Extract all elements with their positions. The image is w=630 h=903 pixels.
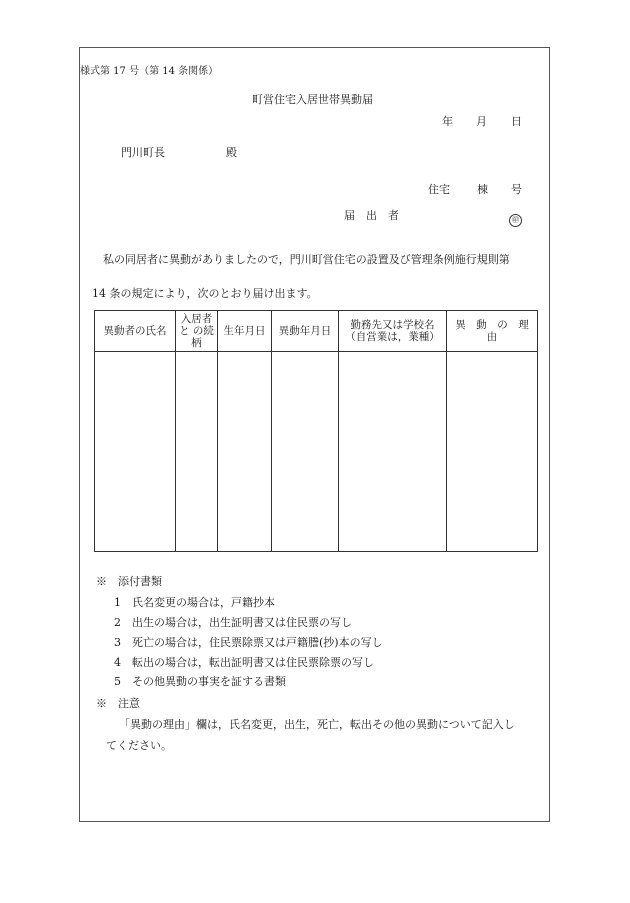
attachment-item: 5 その他異動の事実を証する書類 (114, 675, 286, 688)
address-number-label: 号 (511, 183, 522, 196)
intro-line: 私の同居者に異動がありましたので，門川町営住宅の設置及び管理条例施行規則第 (92, 253, 510, 266)
attachment-item: 2 出生の場合は，出生証明書又は住民票の写し (114, 616, 352, 629)
form-title: 町営住宅入居世帯異動届 (252, 93, 373, 106)
seal-mark (509, 207, 522, 227)
seal-glyph: ㊞ (509, 214, 522, 227)
cell-workplace[interactable] (339, 352, 447, 552)
cell-reason[interactable] (447, 352, 538, 552)
address-label: 住宅 (428, 183, 450, 196)
change-table (94, 310, 538, 552)
notes-line: 「異動の理由」欄は，氏名変更，出生，死亡，転出その他の異動について記入し (119, 718, 515, 731)
date-year-label: 年 (442, 115, 453, 128)
cell-relationship[interactable] (176, 352, 218, 552)
notifier-label: 届 出 者 (344, 209, 399, 222)
date-month-label: 月 (476, 115, 487, 128)
addressee-name: 門川町長 (121, 146, 165, 159)
attachment-item: 3 死亡の場合は，住民票除票又は戸籍謄(抄)本の写し (114, 636, 383, 649)
header-workplace: 勤務先又は学校名（自営業は，業種） (339, 311, 447, 352)
cell-birthdate[interactable] (218, 352, 272, 552)
attachment-item: 1 氏名変更の場合は，戸籍抄本 (114, 596, 275, 609)
header-birthdate: 生年月日 (218, 311, 272, 352)
attachment-item: 4 転出の場合は，転出証明書又は住民票除票の写し (114, 656, 374, 669)
cell-name[interactable] (95, 352, 176, 552)
notes-heading: ※ 注意 (96, 697, 140, 710)
header-name: 異動者の氏名 (95, 311, 176, 352)
intro-line: 14 条の規定により，次のとおり届け出ます。 (92, 287, 318, 300)
address-building-label: 棟 (477, 183, 488, 196)
cell-change-date[interactable] (272, 352, 339, 552)
intro-text (92, 243, 542, 311)
attachments-heading: ※ 添付書類 (96, 575, 162, 588)
form-number: 様式第 17 号（第 14 条関係） (80, 66, 219, 77)
date-day-label: 日 (511, 115, 522, 128)
addressee-honorific: 殿 (226, 146, 237, 159)
notes-line: てください。 (106, 739, 172, 752)
header-change-date: 異動年月日 (272, 311, 339, 352)
header-relationship: 入居者と の続 柄 (176, 311, 218, 352)
table-header-row (95, 311, 538, 352)
header-reason: 異 動 の 理 由 (447, 311, 538, 352)
table-row (95, 352, 538, 552)
